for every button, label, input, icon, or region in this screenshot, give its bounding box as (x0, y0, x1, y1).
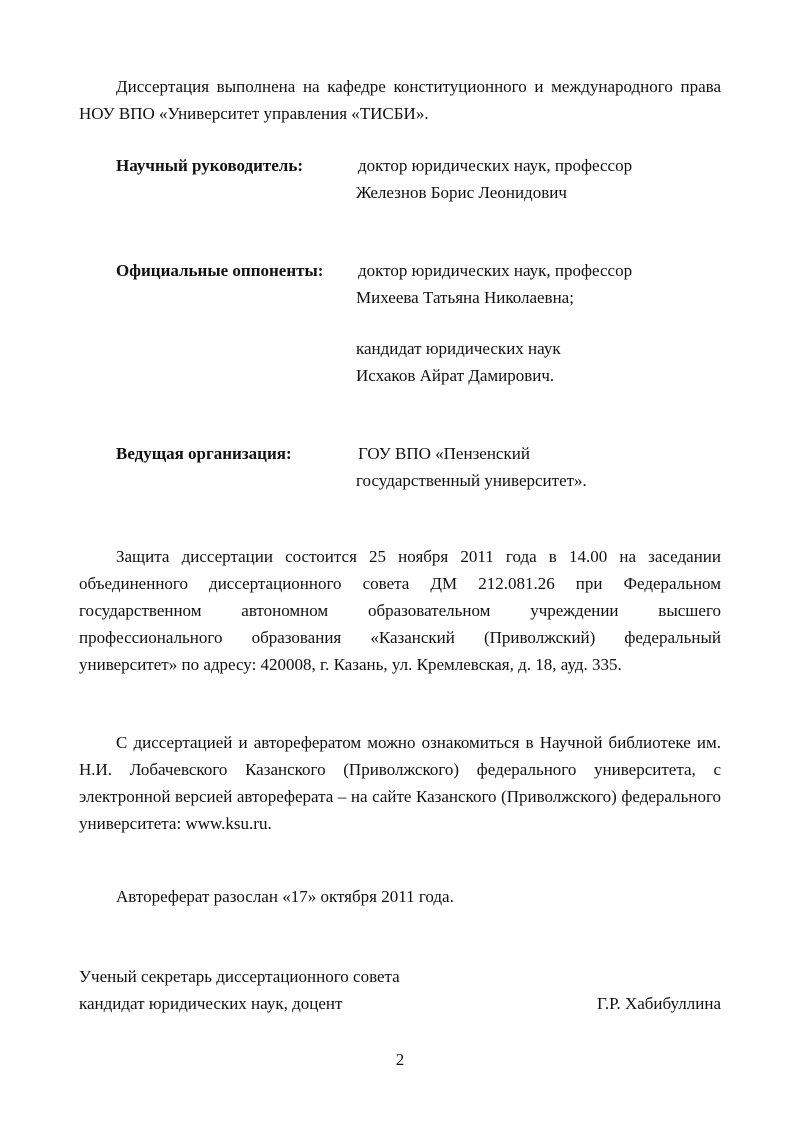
leading-org-block (116, 440, 736, 500)
opponent-second-degree: кандидат юридических наук (356, 339, 561, 358)
supervisor-degree: доктор юридических наук, профессор (358, 156, 633, 175)
leading-org-line1: ГОУ ВПО «Пензенский (358, 444, 530, 463)
secretary-name: Г.Р. Хабибуллина (596, 994, 721, 1013)
library-paragraph: С диссертацией и авторефератом можно ознакомиться в Научной библиотеке им. Н.И. Лобачевского Казанского (Приволжского) федерального университета, с электронной версией автореферата – на сайте Казанского (Приволжского) федерального университета: www.ksu.ru. (79, 733, 721, 833)
supervisor-name: Железнов Борис Леонидович (356, 183, 567, 202)
opponent-first-name: Михеева Татьяна Николаевна; (356, 288, 574, 307)
secretary-signature-block (79, 963, 721, 1017)
defense-paragraph: Защита диссертации состоится 25 ноября 2011 года в 14.00 на заседании объединенного диссертационного совета ДМ 212.081.26 при Федеральном государственном автономном образовательном учреждении высшего профессионального образования «Казанский (Приволжский) федеральный университет» по адресу: 420008, г. Казань, ул. Кремлевская, д. 18, ауд. 335. (79, 547, 721, 674)
leading-org-label: Ведущая организация: (116, 444, 292, 463)
opponent-second-block (116, 335, 736, 395)
opponent-first (356, 257, 632, 311)
intro-paragraph: Диссертация выполнена на кафедре конституционного и международного права НОУ ВПО «Университет управления «ТИСБИ». (79, 77, 721, 123)
secretary-degree: кандидат юридических наук, доцент (79, 994, 343, 1013)
leading-org-value (356, 440, 587, 494)
supervisor-label: Научный руководитель: (116, 156, 303, 175)
secretary-degree-line (79, 990, 721, 1017)
supervisor-value (356, 152, 632, 206)
opponent-second-name: Исхаков Айрат Дамирович. (356, 366, 555, 385)
sent-date-paragraph: Автореферат разослан «17» октября 2011 года. (116, 887, 454, 906)
opponents-block (116, 257, 736, 317)
supervisor-block (116, 152, 736, 212)
secretary-title: Ученый секретарь диссертационного совета (79, 967, 400, 986)
opponent-first-degree: доктор юридических наук, профессор (358, 261, 633, 280)
page-number: 2 (395, 1050, 405, 1069)
opponents-label: Официальные оппоненты: (116, 261, 324, 280)
leading-org-line2: государственный университет». (356, 471, 587, 490)
opponent-second (356, 335, 561, 389)
